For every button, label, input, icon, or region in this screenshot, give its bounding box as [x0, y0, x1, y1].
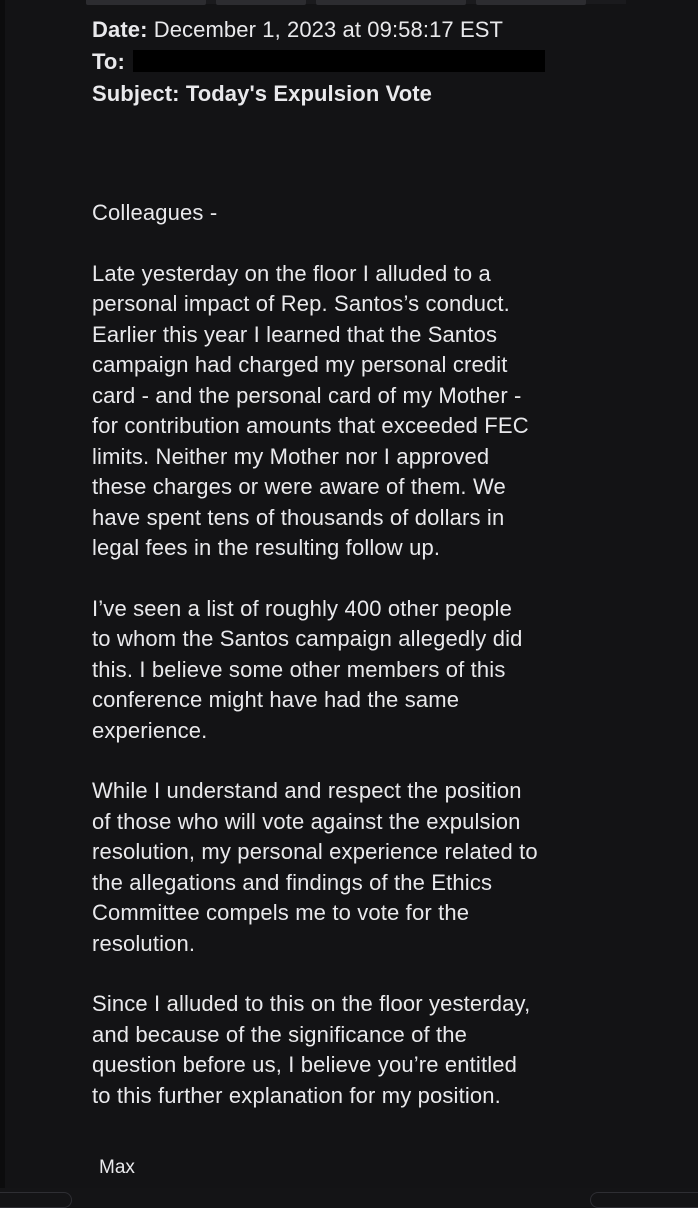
line: Since I alluded to this on the floor yesterday, [92, 991, 531, 1016]
line: card - and the personal card of my Mother - [92, 382, 522, 408]
left-edge [0, 0, 5, 1200]
to-label: To: [92, 49, 125, 74]
email-body [92, 198, 692, 1141]
paragraph-2 [92, 594, 692, 747]
line: for contribution amounts that exceeded FEC [92, 413, 529, 438]
line: experience. [92, 717, 208, 743]
email-header [92, 14, 682, 110]
line: personal impact of Rep. Santos’s conduct. [92, 291, 510, 316]
line: Late yesterday on the floor I alluded to a [92, 260, 491, 286]
line: these charges or were aware of them. We [92, 474, 506, 499]
line: While I understand and respect the position [92, 778, 522, 803]
line: to whom the Santos campaign allegedly did [92, 626, 523, 651]
subject-label: Subject: [92, 81, 180, 106]
line: to this further explanation for my position. [92, 1082, 501, 1108]
line: conference might have had the same [92, 687, 460, 712]
line: legal fees in the resulting follow up. [92, 535, 441, 560]
clipped-from-line [86, 0, 626, 4]
date-label: Date: [92, 17, 148, 42]
date-row [92, 14, 682, 46]
line: Earlier this year I learned that the Santos [92, 321, 498, 347]
line: question before us, I believe you’re entitled [92, 1052, 518, 1077]
line: Committee compels me to vote for the [92, 900, 470, 925]
line: of those who will vote against the expulsion [92, 808, 521, 834]
paragraph-4 [92, 989, 692, 1111]
paragraph-1 [92, 259, 692, 564]
line: this. I believe some other members of this [92, 656, 506, 682]
line: have spent tens of thousands of dollars in [92, 504, 505, 530]
to-row [92, 46, 682, 78]
toolbar-button-edge[interactable] [590, 1192, 698, 1208]
subject-value: Today's Expulsion Vote [185, 81, 433, 106]
line: and because of the significance of the [92, 1021, 468, 1047]
line: resolution. [92, 930, 196, 956]
paragraph-3 [92, 776, 692, 959]
line: limits. Neither my Mother nor I approved [92, 443, 490, 469]
redacted-recipient [133, 50, 545, 72]
greeting: Colleagues - [92, 200, 218, 225]
toolbar-button-edge[interactable] [0, 1192, 72, 1208]
line: the allegations and findings of the Ethics [92, 869, 493, 895]
line: resolution, my personal experience related to [92, 839, 538, 864]
date-value: December 1, 2023 at 09:58:17 EST [153, 17, 504, 42]
line: campaign had charged my personal credit [92, 352, 508, 377]
subject-row [92, 78, 682, 110]
signature: Max [99, 1157, 135, 1178]
bottom-toolbar-edge [0, 1188, 698, 1200]
line: I’ve seen a list of roughly 400 other people [92, 595, 512, 621]
